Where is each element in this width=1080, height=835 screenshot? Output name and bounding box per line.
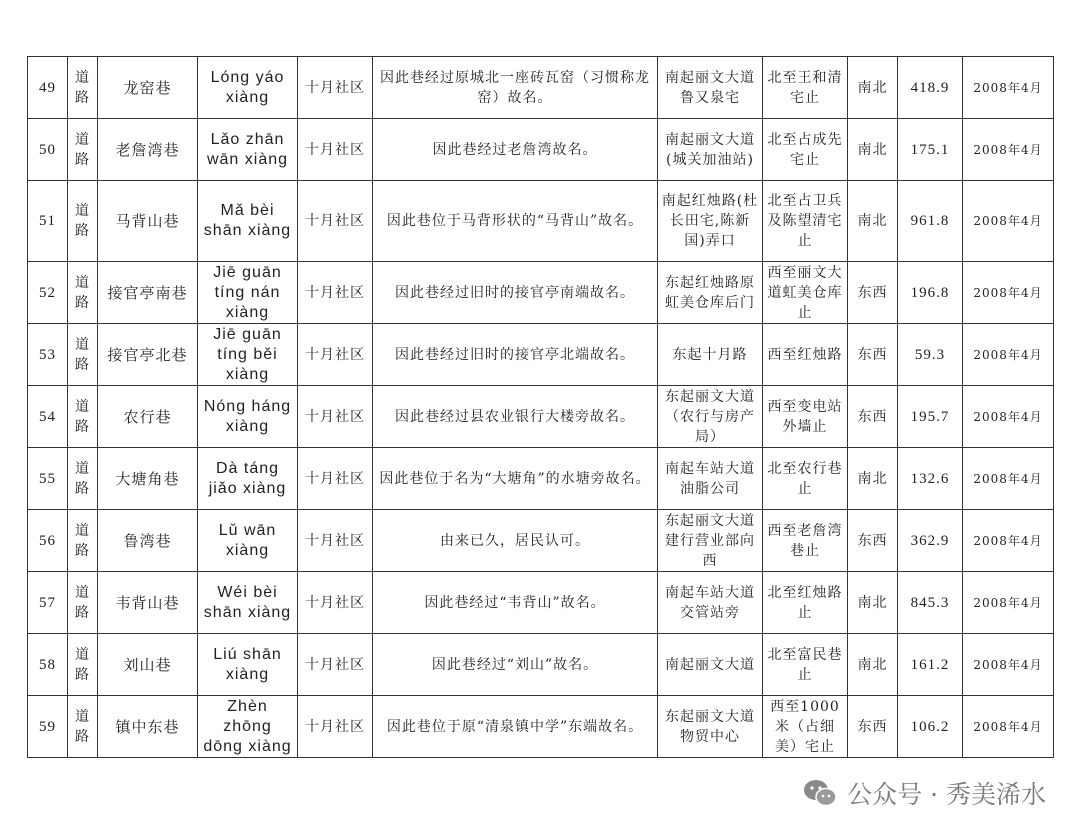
cell-road-type: 道路 [68, 119, 98, 181]
cell-community: 十月社区 [298, 119, 373, 181]
table-row [28, 634, 1054, 696]
cell-direction: 南北 [848, 119, 898, 181]
cell-start-point: 南起车站大道油脂公司 [658, 448, 763, 510]
cell-street-pinyin: Mǎ bèi shān xiàng [198, 181, 298, 262]
cell-length: 161.2 [898, 634, 963, 696]
cell-community: 十月社区 [298, 572, 373, 634]
cell-street-name: 刘山巷 [98, 634, 198, 696]
cell-name-origin: 因此巷经过“韦背山”故名。 [373, 572, 658, 634]
cell-street-pinyin: Zhèn zhōng dōng xiàng [198, 696, 298, 758]
cell-road-type: 道路 [68, 324, 98, 386]
cell-row-number: 51 [28, 181, 68, 262]
table-row [28, 119, 1054, 181]
cell-end-point: 西至变电站外墙止 [763, 386, 848, 448]
cell-direction: 东西 [848, 510, 898, 572]
cell-direction: 南北 [848, 448, 898, 510]
table-row [28, 324, 1054, 386]
cell-community: 十月社区 [298, 386, 373, 448]
cell-length: 845.3 [898, 572, 963, 634]
table-body [28, 57, 1054, 758]
cell-street-pinyin: Dà táng jiǎo xiàng [198, 448, 298, 510]
cell-end-point: 西至1000米（占细美）宅止 [763, 696, 848, 758]
cell-length: 106.2 [898, 696, 963, 758]
cell-community: 十月社区 [298, 181, 373, 262]
cell-name-origin: 因此巷位于名为“大塘角”的水塘旁故名。 [373, 448, 658, 510]
cell-length: 175.1 [898, 119, 963, 181]
table-row [28, 572, 1054, 634]
cell-street-pinyin: Lóng yáo xiàng [198, 57, 298, 119]
cell-start-point: 南起丽文大道(城关加油站) [658, 119, 763, 181]
cell-road-type: 道路 [68, 181, 98, 262]
cell-street-name: 接官亭北巷 [98, 324, 198, 386]
cell-road-type: 道路 [68, 448, 98, 510]
cell-name-origin: 因此巷位于原“清泉镇中学”东端故名。 [373, 696, 658, 758]
cell-start-point: 东起丽文大道建行营业部向西 [658, 510, 763, 572]
table-row [28, 696, 1054, 758]
cell-street-name: 镇中东巷 [98, 696, 198, 758]
cell-row-number: 58 [28, 634, 68, 696]
cell-end-point: 北至占卫兵及陈望清宅止 [763, 181, 848, 262]
cell-start-point: 东起十月路 [658, 324, 763, 386]
cell-road-type: 道路 [68, 572, 98, 634]
cell-street-name: 鲁湾巷 [98, 510, 198, 572]
cell-street-pinyin: Jiē guān tíng nán xiàng [198, 262, 298, 324]
cell-street-pinyin: Liú shān xiàng [198, 634, 298, 696]
cell-road-type: 道路 [68, 634, 98, 696]
cell-end-point: 北至王和清宅止 [763, 57, 848, 119]
cell-direction: 东西 [848, 262, 898, 324]
cell-length: 196.8 [898, 262, 963, 324]
cell-direction: 南北 [848, 634, 898, 696]
cell-start-point: 东起丽文大道（农行与房产局） [658, 386, 763, 448]
cell-street-name: 马背山巷 [98, 181, 198, 262]
cell-road-type: 道路 [68, 696, 98, 758]
cell-row-number: 57 [28, 572, 68, 634]
cell-community: 十月社区 [298, 510, 373, 572]
watermark-text: 公众号 · 秀美浠水 [847, 780, 1046, 809]
cell-community: 十月社区 [298, 262, 373, 324]
cell-naming-date: 2008年4月 [963, 448, 1054, 510]
cell-row-number: 56 [28, 510, 68, 572]
cell-end-point: 北至农行巷止 [763, 448, 848, 510]
cell-row-number: 54 [28, 386, 68, 448]
cell-community: 十月社区 [298, 324, 373, 386]
cell-end-point: 西至红烛路 [763, 324, 848, 386]
cell-naming-date: 2008年4月 [963, 386, 1054, 448]
cell-street-name: 老詹湾巷 [98, 119, 198, 181]
cell-direction: 东西 [848, 386, 898, 448]
cell-name-origin: 因此巷经过“刘山”故名。 [373, 634, 658, 696]
cell-name-origin: 因此巷经过旧时的接官亭北端故名。 [373, 324, 658, 386]
cell-community: 十月社区 [298, 696, 373, 758]
cell-road-type: 道路 [68, 510, 98, 572]
cell-start-point: 东起丽文大道物贸中心 [658, 696, 763, 758]
table-row [28, 262, 1054, 324]
cell-name-origin: 由来已久，居民认可。 [373, 510, 658, 572]
cell-length: 362.9 [898, 510, 963, 572]
cell-name-origin: 因此巷位于马背形状的“马背山”故名。 [373, 181, 658, 262]
table-row [28, 448, 1054, 510]
cell-name-origin: 因此巷经过原城北一座砖瓦窑（习惯称龙窑）故名。 [373, 57, 658, 119]
cell-row-number: 53 [28, 324, 68, 386]
cell-direction: 南北 [848, 57, 898, 119]
cell-street-name: 农行巷 [98, 386, 198, 448]
cell-street-pinyin: Lǎo zhān wān xiàng [198, 119, 298, 181]
cell-street-name: 韦背山巷 [98, 572, 198, 634]
cell-road-type: 道路 [68, 57, 98, 119]
cell-direction: 东西 [848, 696, 898, 758]
watermark [803, 773, 1046, 813]
cell-start-point: 南起丽文大道 [658, 634, 763, 696]
table-row [28, 181, 1054, 262]
cell-community: 十月社区 [298, 634, 373, 696]
cell-start-point: 南起红烛路(杜长田宅,陈新国)弄口 [658, 181, 763, 262]
cell-naming-date: 2008年4月 [963, 181, 1054, 262]
cell-row-number: 49 [28, 57, 68, 119]
cell-naming-date: 2008年4月 [963, 324, 1054, 386]
street-name-table [27, 56, 1054, 758]
cell-naming-date: 2008年4月 [963, 119, 1054, 181]
cell-row-number: 59 [28, 696, 68, 758]
cell-length: 59.3 [898, 324, 963, 386]
cell-road-type: 道路 [68, 386, 98, 448]
cell-naming-date: 2008年4月 [963, 57, 1054, 119]
cell-end-point: 北至占成先宅止 [763, 119, 848, 181]
cell-end-point: 西至丽文大道虹美仓库止 [763, 262, 848, 324]
cell-length: 195.7 [898, 386, 963, 448]
cell-road-type: 道路 [68, 262, 98, 324]
cell-community: 十月社区 [298, 57, 373, 119]
cell-direction: 南北 [848, 572, 898, 634]
cell-row-number: 55 [28, 448, 68, 510]
cell-street-pinyin: Jiē guān tíng běi xiàng [198, 324, 298, 386]
cell-street-name: 龙窑巷 [98, 57, 198, 119]
cell-direction: 东西 [848, 324, 898, 386]
cell-street-name: 接官亭南巷 [98, 262, 198, 324]
cell-street-pinyin: Nóng háng xiàng [198, 386, 298, 448]
cell-start-point: 东起红烛路原虹美仓库后门 [658, 262, 763, 324]
cell-street-pinyin: Wéi bèi shān xiàng [198, 572, 298, 634]
cell-community: 十月社区 [298, 448, 373, 510]
cell-length: 418.9 [898, 57, 963, 119]
cell-row-number: 50 [28, 119, 68, 181]
cell-end-point: 北至富民巷止 [763, 634, 848, 696]
cell-row-number: 52 [28, 262, 68, 324]
cell-naming-date: 2008年4月 [963, 510, 1054, 572]
cell-name-origin: 因此巷经过县农业银行大楼旁故名。 [373, 386, 658, 448]
cell-start-point: 南起丽文大道鲁又泉宅 [658, 57, 763, 119]
cell-end-point: 北至红烛路止 [763, 572, 848, 634]
cell-length: 961.8 [898, 181, 963, 262]
cell-name-origin: 因此巷经过旧时的接官亭南端故名。 [373, 262, 658, 324]
wechat-icon [803, 778, 837, 808]
cell-start-point: 南起车站大道交管站旁 [658, 572, 763, 634]
cell-naming-date: 2008年4月 [963, 262, 1054, 324]
table-row [28, 57, 1054, 119]
cell-naming-date: 2008年4月 [963, 572, 1054, 634]
cell-naming-date: 2008年4月 [963, 696, 1054, 758]
cell-street-pinyin: Lǔ wān xiàng [198, 510, 298, 572]
cell-naming-date: 2008年4月 [963, 634, 1054, 696]
cell-end-point: 西至老詹湾巷止 [763, 510, 848, 572]
cell-name-origin: 因此巷经过老詹湾故名。 [373, 119, 658, 181]
table-row [28, 386, 1054, 448]
cell-direction: 南北 [848, 181, 898, 262]
cell-street-name: 大塘角巷 [98, 448, 198, 510]
cell-length: 132.6 [898, 448, 963, 510]
table-row [28, 510, 1054, 572]
